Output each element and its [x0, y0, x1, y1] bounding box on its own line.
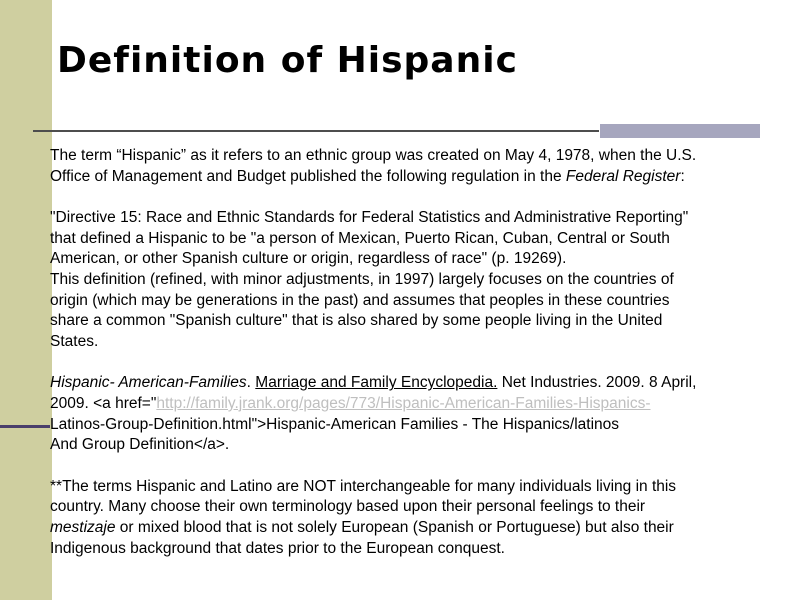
title-accent-bar [600, 124, 760, 138]
para1-line1: The term “Hispanic” as it refers to an ethnic group was created on May 4, 1978, when the U.S. [50, 147, 697, 164]
citation-line3: Latinos-Group-Definition.html">Hispanic-American Families - The Hispanics/latinos [50, 415, 620, 433]
citation-sep: . [246, 374, 256, 392]
citation-line2 [50, 394, 798, 415]
para1-line2-text: Office of Management and Budget published the following regulation in the [50, 167, 566, 185]
para2-line7: States. [50, 332, 99, 350]
citation-line1 [50, 373, 798, 394]
note-line3 [50, 518, 798, 539]
encyclopedia-title: Marriage and Family Encyclopedia. [255, 374, 498, 392]
mestizaje-emphasis: mestizaje [50, 518, 116, 536]
sidebar-band [0, 0, 52, 600]
citation-title: Hispanic- American-Families [50, 374, 247, 392]
note-line2: country. Many choose their own terminology based upon their personal feelings to their [50, 498, 646, 516]
para1-line2-end: : [680, 167, 685, 185]
slide-body [50, 146, 798, 559]
citation-line2-text: 2009. <a href=" [50, 394, 157, 412]
para2-line2: that defined a Hispanic to be "a person of Mexican, Puerto Rican, Cuban, Central or South [50, 229, 670, 247]
title-underline [33, 130, 599, 132]
note-line4: Indigenous background that dates prior to the European conquest. [50, 539, 505, 557]
citation-url-link[interactable]: http://family.jrank.org/pages/773/Hispanic-American-Families-Hispanics- [156, 394, 651, 412]
para2-line6: share a common "Spanish culture" that is also shared by some people living in the United [50, 312, 663, 330]
federal-register-emphasis: Federal Register [565, 167, 681, 185]
note-line1: **The terms Hispanic and Latino are NOT interchangeable for many individuals living in this [50, 477, 677, 495]
para1-line2 [50, 167, 798, 188]
side-divider [0, 425, 50, 428]
para2-line4: This definition (refined, with minor adjustments, in 1997) largely focuses on the countries of [50, 270, 674, 288]
slide-title: Definition of Hispanic [57, 40, 518, 81]
para2-line5: origin (which may be generations in the past) and assumes that peoples in these countries [50, 291, 670, 309]
citation-line4: And Group Definition</a>. [50, 436, 230, 454]
citation-publisher: Net Industries. 2009. 8 April, [497, 374, 697, 392]
para2-line1: "Directive 15: Race and Ethnic Standards for Federal Statistics and Administrative Reporting" [50, 209, 689, 227]
para2-line3: American, or other Spanish culture or origin, regardless of race" (p. 19269). [50, 250, 567, 268]
note-line3-text: or mixed blood that is not solely European (Spanish or Portuguese) but also their [115, 518, 674, 536]
